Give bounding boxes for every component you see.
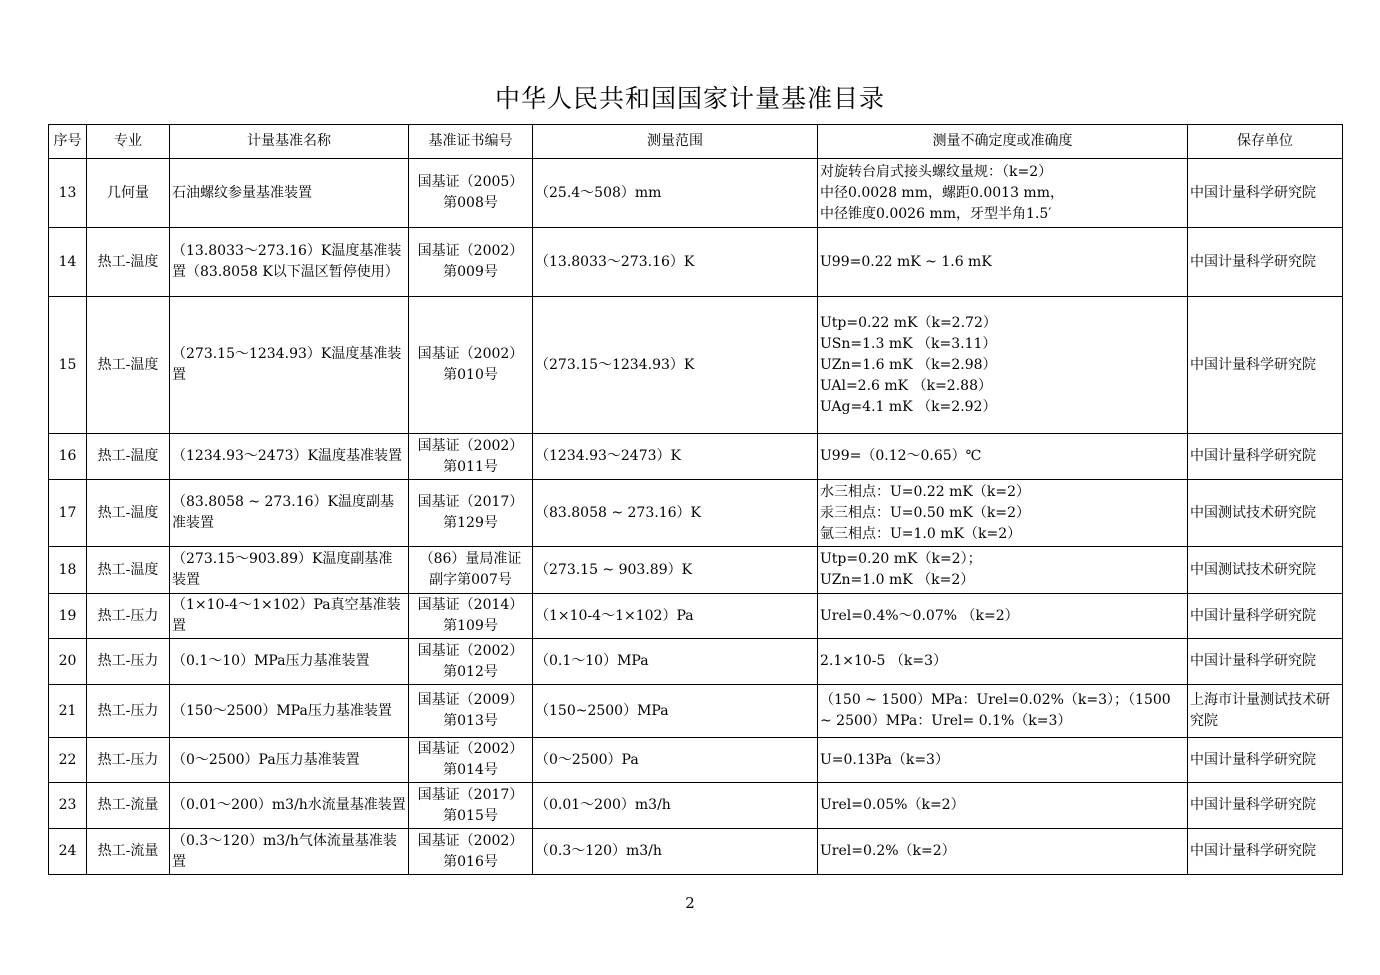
cell-range: （150~2500）MPa [533, 685, 818, 738]
cell-range: （0.1～10）MPa [533, 639, 818, 685]
table-row [49, 228, 1343, 297]
table-row [49, 829, 1343, 875]
cell-unit: 中国计量科学研究院 [1188, 738, 1343, 783]
cell-field: 热工-温度 [87, 434, 170, 480]
cell-name: 石油螺纹参量基准装置 [170, 159, 409, 228]
table-row [49, 639, 1343, 685]
uncertainty-line: ~ 2500）MPa：Urel= 0.1%（k=3） [820, 713, 1072, 729]
table-row [49, 297, 1343, 434]
cell-no: 19 [49, 594, 87, 639]
cell-cert [409, 434, 533, 480]
cell-range: （0.3～120）m3/h [533, 829, 818, 875]
cell-cert [409, 738, 533, 783]
cell-cert [409, 480, 533, 547]
table-row [49, 685, 1343, 738]
table-header-row [49, 125, 1343, 159]
cell-uncertainty [818, 228, 1188, 297]
uncertainty-line: 2.1×10-5 （k=3） [820, 653, 948, 669]
uncertainty-line: U99=（0.12～0.65）℃ [820, 448, 982, 464]
column-header-cert: 基准证书编号 [409, 125, 533, 159]
cell-field: 热工-温度 [87, 297, 170, 434]
table-row [49, 738, 1343, 783]
uncertainty-line: 氩三相点：U=1.0 mK（k=2） [820, 525, 1022, 542]
cell-unit: 中国计量科学研究院 [1188, 829, 1343, 875]
column-header-name: 计量基准名称 [170, 125, 409, 159]
cert-line: 国基证（2002） [417, 832, 524, 849]
cert-line: 国基证（2002） [417, 437, 524, 454]
cell-unit: 中国测试技术研究院 [1188, 480, 1343, 547]
cert-line: 第109号 [443, 618, 498, 634]
cell-unit: 中国计量科学研究院 [1188, 228, 1343, 297]
cell-unit: 中国计量科学研究院 [1188, 783, 1343, 829]
cell-name: （0.3～120）m3/h气体流量基准装置 [170, 829, 409, 875]
uncertainty-line: 对旋转台肩式接头螺纹量规：（k=2） [820, 163, 1053, 180]
cert-line: 第010号 [443, 367, 498, 383]
cell-range: （13.8033～273.16）K [533, 228, 818, 297]
cell-name: （83.8058 ~ 273.16）K温度副基准装置 [170, 480, 409, 547]
table-row [49, 434, 1343, 480]
cell-cert [409, 639, 533, 685]
cert-line: 第015号 [443, 807, 498, 824]
cell-cert [409, 829, 533, 875]
cert-line: 国基证（2002） [417, 346, 524, 362]
cell-field: 热工-温度 [87, 547, 170, 594]
cert-line: 第011号 [443, 458, 498, 475]
uncertainty-line: UAl=2.6 mK （k=2.88） [820, 377, 992, 394]
cert-line: 副字第007号 [429, 572, 512, 588]
cell-field: 热工-流量 [87, 829, 170, 875]
column-header-field: 专业 [87, 125, 170, 159]
table-row [49, 594, 1343, 639]
cell-field: 热工-压力 [87, 639, 170, 685]
cell-no: 14 [49, 228, 87, 297]
cell-cert [409, 547, 533, 594]
cell-field: 热工-温度 [87, 480, 170, 547]
cell-field: 热工-压力 [87, 594, 170, 639]
cell-range: （83.8058 ~ 273.16）K [533, 480, 818, 547]
cell-uncertainty [818, 685, 1188, 738]
cell-unit: 中国计量科学研究院 [1188, 594, 1343, 639]
uncertainty-line: Urel=0.4%～0.07% （k=2） [820, 607, 1019, 624]
page-title: 中华人民共和国国家计量基准目录 [494, 84, 885, 113]
cert-line: （86）量局准证 [419, 551, 522, 567]
cell-name: （13.8033～273.16）K温度基准装置（83.8058 K以下温区暂停使用） [170, 228, 409, 297]
standards-table [48, 124, 1343, 875]
cell-cert [409, 783, 533, 829]
cell-cert [409, 594, 533, 639]
cell-field: 几何量 [87, 159, 170, 228]
cell-cert [409, 159, 533, 228]
cell-range: （0～2500）Pa [533, 738, 818, 783]
cell-name: （0.01～200）m3/h水流量基准装置 [170, 783, 409, 829]
cell-name: （273.15～1234.93）K温度基准装置 [170, 297, 409, 434]
cert-line: 国基证（2002） [417, 642, 524, 659]
cell-field: 热工-压力 [87, 685, 170, 738]
cell-range: （25.4～508）mm [533, 159, 818, 228]
cell-no: 21 [49, 685, 87, 738]
table-row [49, 547, 1343, 594]
uncertainty-line: Utp=0.20 mK（k=2）； [820, 551, 982, 567]
table-row [49, 783, 1343, 829]
cell-uncertainty [818, 594, 1188, 639]
cell-uncertainty [818, 159, 1188, 228]
uncertainty-line: UAg=4.1 mK （k=2.92） [820, 398, 997, 415]
uncertainty-line: 水三相点：U=0.22 mK（k=2） [820, 483, 1031, 500]
cell-range: （273.15 ~ 903.89）K [533, 547, 818, 594]
cell-no: 17 [49, 480, 87, 547]
cert-line: 国基证（2017） [417, 494, 524, 510]
cert-line: 第129号 [443, 515, 498, 531]
cert-line: 国基证（2002） [417, 741, 524, 757]
cell-uncertainty [818, 547, 1188, 594]
cell-range: （273.15～1234.93）K [533, 297, 818, 434]
uncertainty-line: 汞三相点：U=0.50 mK（k=2） [820, 504, 1031, 521]
cell-unit: 中国计量科学研究院 [1188, 297, 1343, 434]
cert-line: 第013号 [443, 713, 498, 729]
cell-cert [409, 297, 533, 434]
cert-line: 第012号 [443, 663, 498, 680]
cell-name: （0～2500）Pa压力基准装置 [170, 738, 409, 783]
cell-uncertainty [818, 480, 1188, 547]
cell-no: 24 [49, 829, 87, 875]
cell-no: 15 [49, 297, 87, 434]
cert-line: 国基证（2005） [417, 174, 524, 190]
page-number: 2 [685, 894, 695, 912]
cell-name: （1×10-4～1×102）Pa真空基准装置 [170, 594, 409, 639]
cell-no: 18 [49, 547, 87, 594]
cert-line: 国基证（2017） [417, 786, 524, 803]
uncertainty-line: 中径0.0028 mm，螺距0.0013 mm， [820, 184, 1064, 201]
cell-no: 20 [49, 639, 87, 685]
cert-line: 第014号 [443, 762, 498, 778]
column-header-range: 测量范围 [533, 125, 818, 159]
cell-uncertainty [818, 297, 1188, 434]
uncertainty-line: U=0.13Pa（k=3） [820, 751, 949, 768]
cell-uncertainty [818, 434, 1188, 480]
uncertainty-line: U99=0.22 mK ~ 1.6 mK [820, 253, 992, 270]
column-header-uncertainty: 测量不确定度或准确度 [818, 125, 1188, 159]
cell-field: 热工-压力 [87, 738, 170, 783]
uncertainty-line: （150 ~ 1500）MPa：Urel=0.02%（k=3）；（1500 [820, 692, 1171, 708]
cell-no: 16 [49, 434, 87, 480]
column-header-no: 序号 [49, 125, 87, 159]
cell-no: 13 [49, 159, 87, 228]
cell-name: （0.1～10）MPa压力基准装置 [170, 639, 409, 685]
cell-cert [409, 685, 533, 738]
cell-uncertainty [818, 783, 1188, 829]
uncertainty-line: Urel=0.05%（k=2） [820, 797, 965, 813]
uncertainty-line: USn=1.3 mK （k=3.11） [820, 335, 997, 352]
cell-cert [409, 228, 533, 297]
cell-field: 热工-温度 [87, 228, 170, 297]
cert-line: 国基证（2002） [417, 243, 524, 259]
uncertainty-line: Urel=0.2%（k=2） [820, 843, 956, 859]
uncertainty-line: 中径锥度0.0026 mm，牙型半角1.5′ [820, 205, 1052, 222]
cert-line: 第008号 [443, 195, 498, 211]
cell-range: （0.01～200）m3/h [533, 783, 818, 829]
cell-field: 热工-流量 [87, 783, 170, 829]
column-header-unit: 保存单位 [1188, 125, 1343, 159]
cell-range: （1234.93～2473）K [533, 434, 818, 480]
cell-unit: 中国计量科学研究院 [1188, 159, 1343, 228]
cert-line: 国基证（2014） [417, 597, 524, 613]
cell-uncertainty [818, 738, 1188, 783]
cell-unit: 中国测试技术研究院 [1188, 547, 1343, 594]
cell-uncertainty [818, 639, 1188, 685]
table-row [49, 159, 1343, 228]
cell-no: 23 [49, 783, 87, 829]
cert-line: 第009号 [443, 264, 498, 280]
uncertainty-line: UZn=1.6 mK （k=2.98） [820, 356, 997, 373]
cell-unit: 中国计量科学研究院 [1188, 639, 1343, 685]
cell-name: （150～2500）MPa压力基准装置 [170, 685, 409, 738]
cell-name: （273.15～903.89）K温度副基准装置 [170, 547, 409, 594]
cell-no: 22 [49, 738, 87, 783]
cell-uncertainty [818, 829, 1188, 875]
cell-unit: 上海市计量测试技术研究院 [1188, 685, 1343, 738]
table-row [49, 480, 1343, 547]
cell-name: （1234.93～2473）K温度基准装置 [170, 434, 409, 480]
cert-line: 国基证（2009） [417, 692, 524, 708]
uncertainty-line: Utp=0.22 mK（k=2.72） [820, 314, 997, 331]
uncertainty-line: UZn=1.0 mK （k=2） [820, 572, 975, 588]
cert-line: 第016号 [443, 853, 498, 870]
cell-range: （1×10-4～1×102）Pa [533, 594, 818, 639]
cell-unit: 中国计量科学研究院 [1188, 434, 1343, 480]
